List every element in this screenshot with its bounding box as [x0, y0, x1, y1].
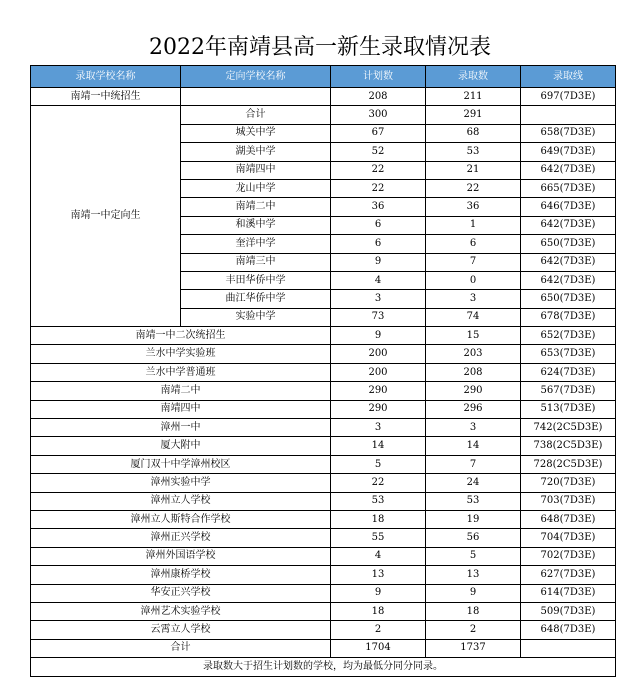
school-name: 兰水中学实验班	[31, 345, 331, 363]
plan-count: 13	[331, 566, 426, 584]
table-row	[31, 529, 616, 547]
plan-count: 3	[331, 419, 426, 437]
admit-count: 7	[426, 253, 521, 271]
total-row	[31, 639, 616, 657]
table-row	[31, 566, 616, 584]
directed-school-name	[181, 88, 331, 106]
plan-count: 14	[331, 437, 426, 455]
school-name: 南靖一中统招生	[31, 88, 181, 106]
plan-count: 9	[331, 327, 426, 345]
table-row	[31, 547, 616, 565]
admission-line: 697(7D3E)	[521, 88, 616, 106]
header-school: 录取学校名称	[31, 66, 181, 88]
admit-count: 18	[426, 602, 521, 620]
admit-count: 211	[426, 88, 521, 106]
plan-count: 18	[331, 510, 426, 528]
table-row	[31, 345, 616, 363]
school-name: 漳州正兴学校	[31, 529, 331, 547]
admit-count: 53	[426, 492, 521, 510]
admission-line: 648(7D3E)	[521, 621, 616, 639]
admission-line: 627(7D3E)	[521, 566, 616, 584]
admission-line: 642(7D3E)	[521, 216, 616, 234]
admission-table	[30, 65, 616, 677]
admit-count: 21	[426, 161, 521, 179]
admit-count: 290	[426, 382, 521, 400]
directed-school-name: 和溪中学	[181, 216, 331, 234]
admission-line: 567(7D3E)	[521, 382, 616, 400]
directed-school-name: 南靖四中	[181, 161, 331, 179]
admit-count: 74	[426, 308, 521, 326]
admission-line: 642(7D3E)	[521, 253, 616, 271]
admission-line: 646(7D3E)	[521, 198, 616, 216]
admit-count: 6	[426, 235, 521, 253]
directed-school-name: 合计	[181, 106, 331, 124]
table-row	[31, 88, 616, 106]
admit-count: 7	[426, 455, 521, 473]
header-line: 录取线	[521, 66, 616, 88]
plan-count: 5	[331, 455, 426, 473]
school-name: 漳州艺术实验学校	[31, 602, 331, 620]
plan-count: 200	[331, 363, 426, 381]
admission-line: 642(7D3E)	[521, 271, 616, 289]
admit-count: 3	[426, 419, 521, 437]
header-admit: 录取数	[426, 66, 521, 88]
plan-count: 3	[331, 290, 426, 308]
table-row	[31, 492, 616, 510]
school-name: 漳州实验中学	[31, 474, 331, 492]
directed-school-name: 湖美中学	[181, 143, 331, 161]
directed-school-name: 城关中学	[181, 124, 331, 142]
total-label: 合计	[31, 639, 331, 657]
admission-line: 509(7D3E)	[521, 602, 616, 620]
table-row	[31, 106, 616, 124]
header-directed-school: 定向学校名称	[181, 66, 331, 88]
table-row	[31, 584, 616, 602]
table-row	[31, 437, 616, 455]
admit-count: 208	[426, 363, 521, 381]
total-line	[521, 639, 616, 657]
school-name: 漳州一中	[31, 419, 331, 437]
admission-line: 665(7D3E)	[521, 179, 616, 197]
table-row	[31, 510, 616, 528]
directed-school-name: 南靖三中	[181, 253, 331, 271]
admission-line: 702(7D3E)	[521, 547, 616, 565]
admit-count: 22	[426, 179, 521, 197]
admission-line: 650(7D3E)	[521, 290, 616, 308]
school-name: 厦门双十中学漳州校区	[31, 455, 331, 473]
admit-count: 2	[426, 621, 521, 639]
plan-count: 22	[331, 179, 426, 197]
plan-count: 18	[331, 602, 426, 620]
header-plan: 计划数	[331, 66, 426, 88]
admission-line: 742(2C5D3E)	[521, 419, 616, 437]
school-name: 漳州外国语学校	[31, 547, 331, 565]
admission-line: 652(7D3E)	[521, 327, 616, 345]
plan-count: 22	[331, 161, 426, 179]
admit-count: 291	[426, 106, 521, 124]
admission-line: 614(7D3E)	[521, 584, 616, 602]
plan-count: 55	[331, 529, 426, 547]
admission-line: 513(7D3E)	[521, 400, 616, 418]
plan-count: 6	[331, 216, 426, 234]
school-name: 兰水中学普通班	[31, 363, 331, 381]
plan-count: 9	[331, 584, 426, 602]
table-row	[31, 363, 616, 381]
directed-school-name: 实验中学	[181, 308, 331, 326]
admission-line: 648(7D3E)	[521, 510, 616, 528]
admission-line: 650(7D3E)	[521, 235, 616, 253]
admission-line: 703(7D3E)	[521, 492, 616, 510]
admission-line: 624(7D3E)	[521, 363, 616, 381]
plan-count: 67	[331, 124, 426, 142]
school-name: 漳州康桥学校	[31, 566, 331, 584]
school-name: 南靖一中定向生	[31, 106, 181, 327]
admit-count: 24	[426, 474, 521, 492]
admission-line: 658(7D3E)	[521, 124, 616, 142]
directed-school-name: 南靖二中	[181, 198, 331, 216]
plan-count: 200	[331, 345, 426, 363]
school-name: 华安正兴学校	[31, 584, 331, 602]
school-name: 南靖一中二次统招生	[31, 327, 331, 345]
school-name: 漳州立人学校	[31, 492, 331, 510]
admission-line: 642(7D3E)	[521, 161, 616, 179]
table-row	[31, 474, 616, 492]
table-row	[31, 327, 616, 345]
school-name: 南靖二中	[31, 382, 331, 400]
admit-count: 3	[426, 290, 521, 308]
plan-count: 36	[331, 198, 426, 216]
page-title: 2022年南靖县高一新生录取情况表	[149, 35, 491, 60]
admit-count: 5	[426, 547, 521, 565]
admission-line	[521, 106, 616, 124]
admit-count: 9	[426, 584, 521, 602]
plan-count: 208	[331, 88, 426, 106]
admit-count: 36	[426, 198, 521, 216]
admission-line: 653(7D3E)	[521, 345, 616, 363]
table-row	[31, 602, 616, 620]
admit-count: 203	[426, 345, 521, 363]
directed-school-name: 龙山中学	[181, 179, 331, 197]
admit-count: 14	[426, 437, 521, 455]
admit-count: 1	[426, 216, 521, 234]
school-name: 南靖四中	[31, 400, 331, 418]
plan-count: 6	[331, 235, 426, 253]
table-row	[31, 419, 616, 437]
admit-count: 56	[426, 529, 521, 547]
admit-count: 15	[426, 327, 521, 345]
admission-line: 720(7D3E)	[521, 474, 616, 492]
plan-count: 4	[331, 547, 426, 565]
plan-count: 290	[331, 400, 426, 418]
note-row	[31, 658, 616, 676]
plan-count: 4	[331, 271, 426, 289]
plan-count: 53	[331, 492, 426, 510]
admission-line: 678(7D3E)	[521, 308, 616, 326]
directed-school-name: 丰田华侨中学	[181, 271, 331, 289]
admit-count: 53	[426, 143, 521, 161]
admission-line: 649(7D3E)	[521, 143, 616, 161]
admission-line: 704(7D3E)	[521, 529, 616, 547]
admission-line: 738(2C5D3E)	[521, 437, 616, 455]
plan-count: 9	[331, 253, 426, 271]
header-row	[31, 66, 616, 88]
plan-count: 22	[331, 474, 426, 492]
table-row	[31, 455, 616, 473]
school-name: 厦大附中	[31, 437, 331, 455]
directed-school-name: 曲江华侨中学	[181, 290, 331, 308]
plan-count: 290	[331, 382, 426, 400]
school-name: 云霄立人学校	[31, 621, 331, 639]
plan-count: 52	[331, 143, 426, 161]
admit-count: 13	[426, 566, 521, 584]
table-row	[31, 382, 616, 400]
plan-count: 73	[331, 308, 426, 326]
admission-line: 728(2C5D3E)	[521, 455, 616, 473]
table-row	[31, 400, 616, 418]
total-plan: 1704	[331, 639, 426, 657]
admit-count: 0	[426, 271, 521, 289]
plan-count: 2	[331, 621, 426, 639]
footnote: 录取数大于招生计划数的学校，均为最低分同分同录。	[31, 658, 616, 676]
plan-count: 300	[331, 106, 426, 124]
admit-count: 296	[426, 400, 521, 418]
admit-count: 19	[426, 510, 521, 528]
directed-school-name: 奎洋中学	[181, 235, 331, 253]
total-admit: 1737	[426, 639, 521, 657]
admit-count: 68	[426, 124, 521, 142]
table-row	[31, 621, 616, 639]
school-name: 漳州立人斯特合作学校	[31, 510, 331, 528]
